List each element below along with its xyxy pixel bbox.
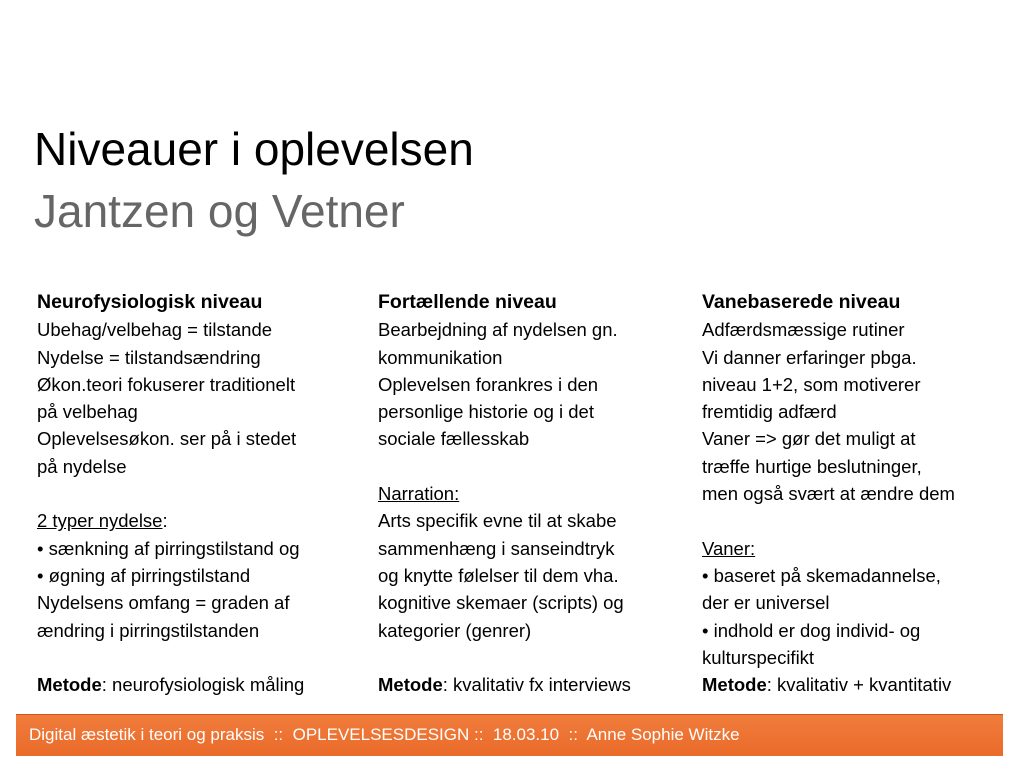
method-text: : kvalitativ + kvantitativ: [766, 674, 952, 696]
bullet-line: • øgning af pirringstilstand: [37, 564, 251, 586]
text-line: på velbehag: [37, 401, 138, 423]
text-line: på nydelse: [37, 455, 127, 477]
bullet-line: • indhold er dog individ- og: [702, 619, 921, 641]
text-line: kognitive skemaer (scripts) og: [378, 592, 624, 614]
slide-subtitle: Jantzen og Vetner: [34, 185, 405, 237]
text-line: kulturspecifikt: [702, 646, 815, 668]
text-line: Nydelse = tilstandsændring: [37, 346, 261, 368]
method-label: Metode: [37, 674, 102, 696]
text-line: Oplevelsesøkon. ser på i stedet: [37, 428, 297, 450]
column-vanebaserede: [702, 289, 1020, 698]
column-heading: Neurofysiologisk niveau: [37, 291, 263, 313]
text-line: Arts specifik evne til at skabe: [378, 510, 617, 532]
method-line: [378, 671, 696, 698]
method-text: : kvalitativ fx interviews: [442, 674, 631, 696]
text-line: sociale fællesskab: [378, 428, 530, 450]
text-line: træffe hurtige beslutninger,: [702, 455, 922, 477]
text-line: Økon.teori fokuserer traditionelt: [37, 373, 296, 395]
text-line: og knytte følelser til dem vha.: [378, 564, 619, 586]
method-text: : neurofysiologisk måling: [101, 674, 305, 696]
sub-heading-text: Narration:: [378, 483, 460, 505]
column-heading: Fortællende niveau: [378, 291, 557, 313]
text-line: ændring i pirringstilstanden: [37, 619, 260, 641]
sub-heading: [37, 507, 372, 534]
text-line: personlige historie og i det: [378, 401, 594, 423]
footer-text: Digital æstetik i teori og praksis :: OPLEVELSESDESIGN :: 18.03.10 :: Anne Sophie Witzke: [29, 725, 740, 744]
sub-heading-text: 2 typer nydelse: [37, 510, 163, 532]
text-line: kommunikation: [378, 346, 503, 368]
sub-heading-suffix: :: [162, 510, 168, 532]
footer-bar: [16, 714, 1003, 756]
method-label: Metode: [378, 674, 443, 696]
text-line: Nydelsens omfang = graden af: [37, 592, 290, 614]
column-fortaellende: [378, 289, 696, 698]
text-line: sammenhæng i sanseindtryk: [378, 537, 615, 559]
text-line: der er universel: [702, 592, 830, 614]
sub-heading: [702, 535, 1020, 562]
column-neurofysiologisk: [37, 289, 372, 698]
bullet-line: • sænkning af pirringstilstand og: [37, 537, 300, 559]
method-line: [702, 671, 1020, 698]
bullet-line: • baseret på skemadannelse,: [702, 564, 941, 586]
text-line: Adfærdsmæssige rutiner: [702, 319, 905, 341]
text-line: Ubehag/velbehag = tilstande: [37, 319, 273, 341]
sub-heading-text: Vaner:: [702, 537, 756, 559]
column-heading: Vanebaserede niveau: [702, 291, 901, 313]
method-line: [37, 671, 372, 698]
text-line: Oplevelsen forankres i den: [378, 373, 599, 395]
text-line: Bearbejdning af nydelsen gn.: [378, 319, 618, 341]
text-line: men også svært at ændre dem: [702, 483, 955, 505]
text-line: fremtidig adfærd: [702, 401, 837, 423]
text-line: kategorier (genrer): [378, 619, 532, 641]
sub-heading: [378, 480, 696, 507]
slide-title: Niveauer i oplevelsen: [34, 123, 474, 175]
text-line: Vi danner erfaringer pbga.: [702, 346, 917, 368]
text-line: Vaner => gør det muligt at: [702, 428, 916, 450]
method-label: Metode: [702, 674, 767, 696]
text-line: niveau 1+2, som motiverer: [702, 373, 921, 395]
